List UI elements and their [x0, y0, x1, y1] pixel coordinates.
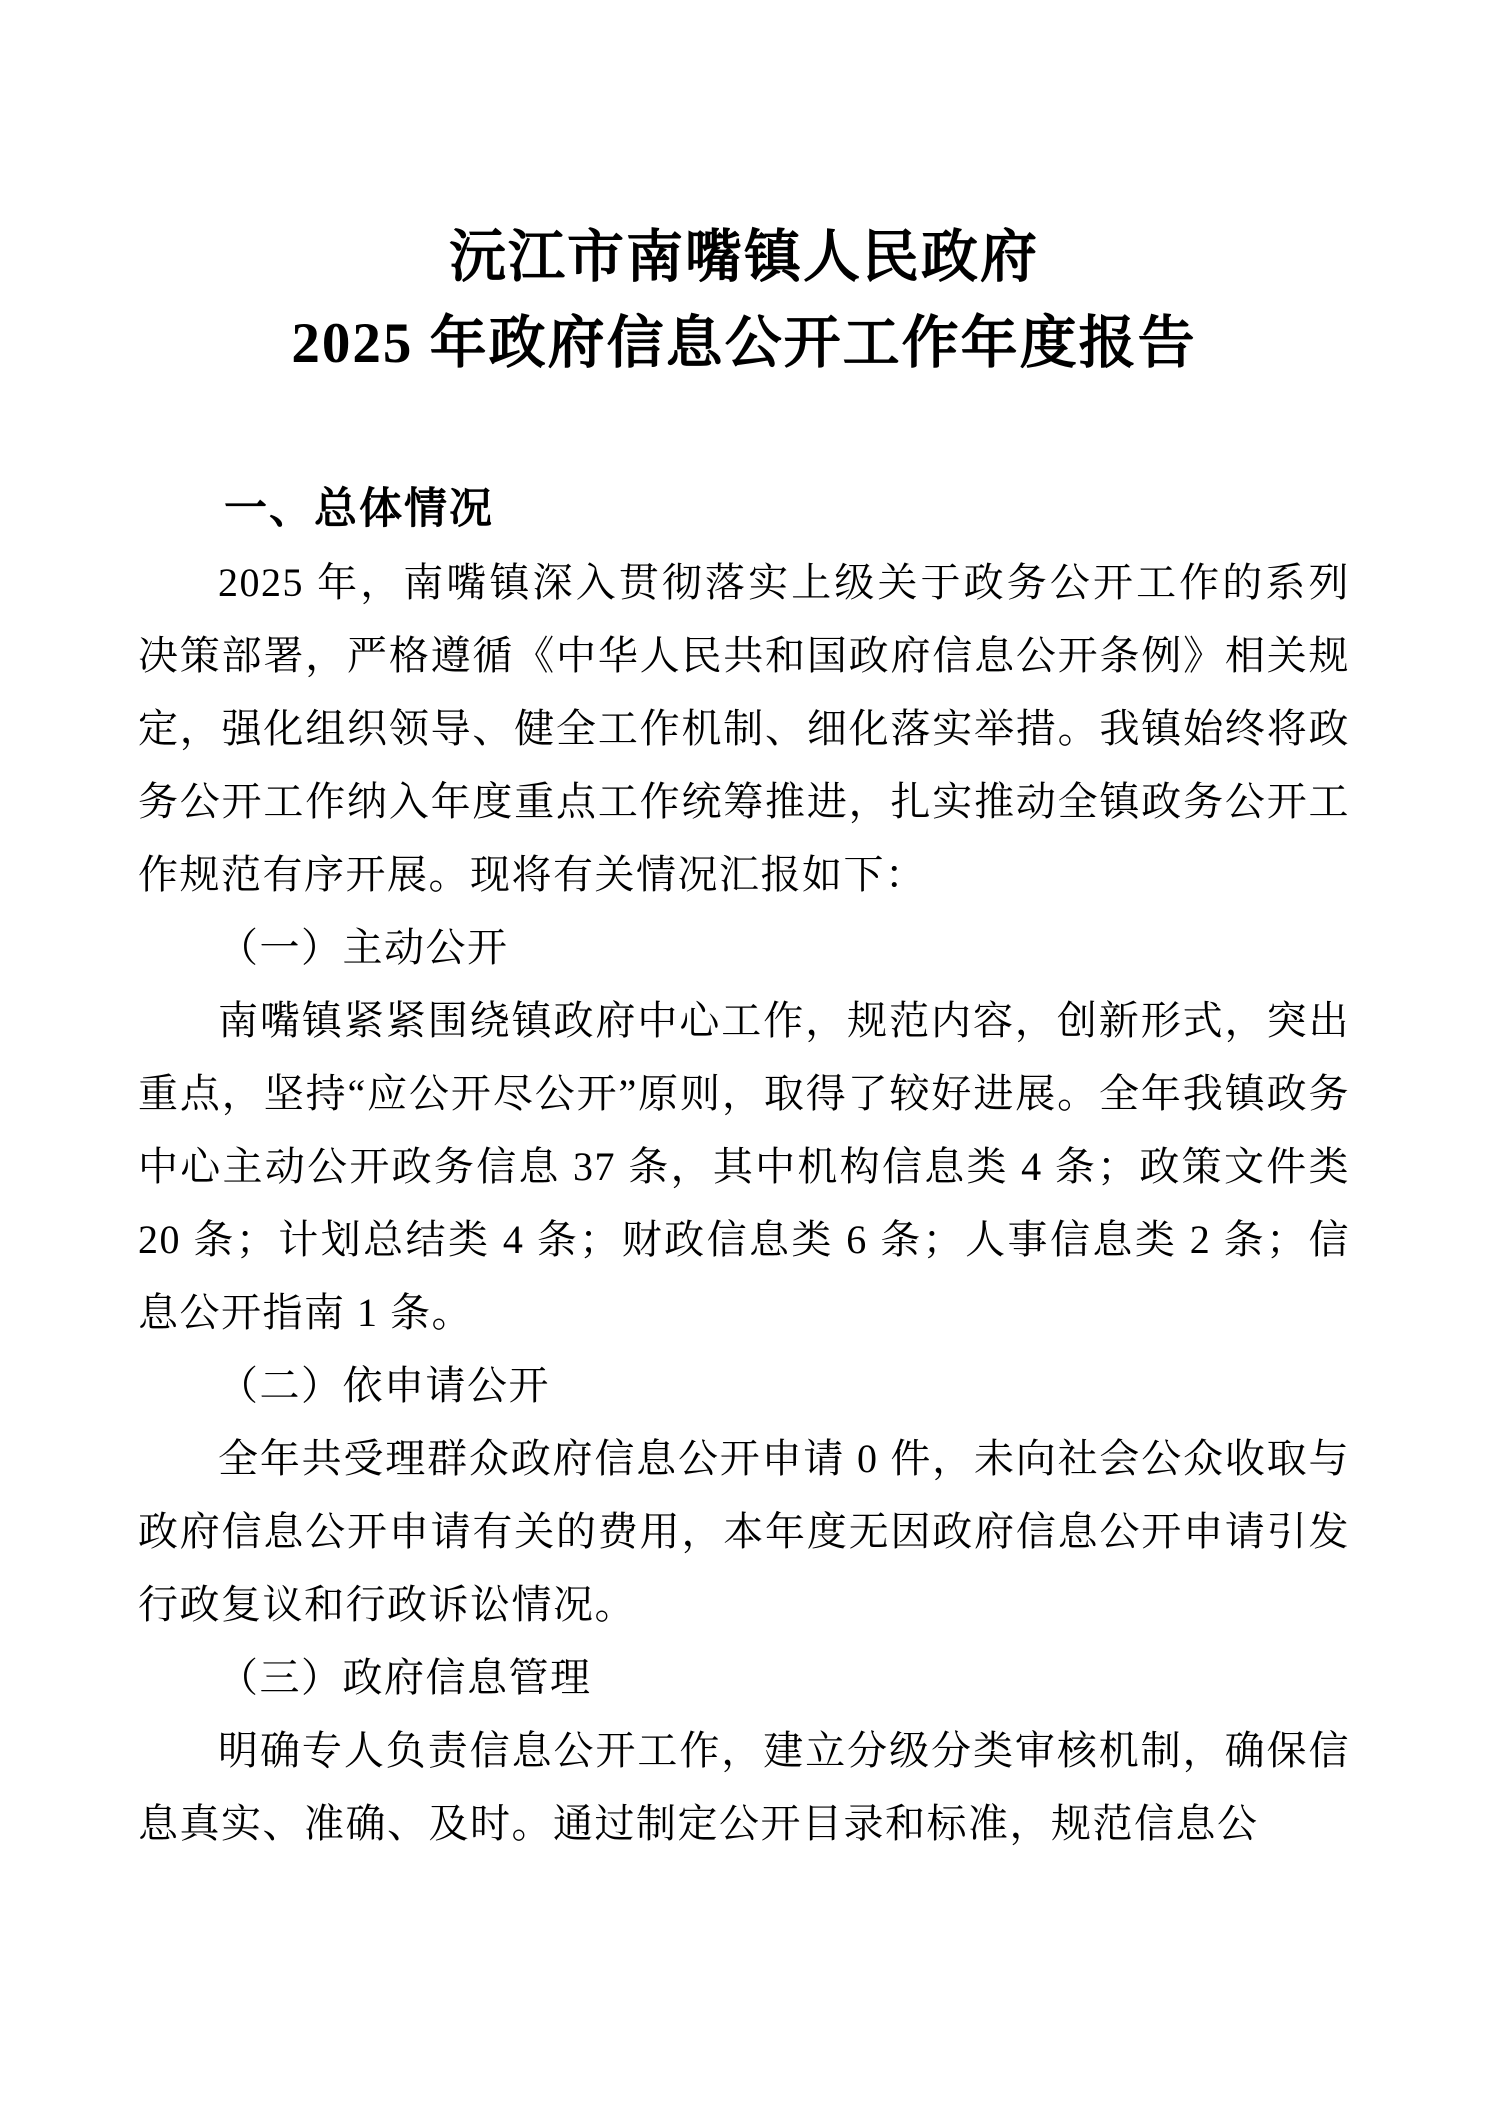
- document-title-line-2: 2025 年政府信息公开工作年度报告: [291, 312, 1197, 375]
- subsection-heading-information-management: （三）政府信息管理: [218, 1655, 592, 1700]
- subsection-heading-proactive-disclosure: （一）主动公开: [218, 925, 509, 970]
- subsection-paragraph-information-management: 明确专人负责信息公开工作，建立分级分类审核机制，确保信息真实、准确、及时。通过制定公开目录和标准，规范信息公: [138, 1728, 1350, 1846]
- subsection-paragraph-disclosure-upon-request: 全年共受理群众政府信息公开申请 0 件，未向社会公众收取与政府信息公开申请有关的费用，本年度无因政府信息公开申请引发行政复议和行政诉讼情况。: [138, 1436, 1350, 1627]
- subsection-paragraph-proactive-disclosure: 南嘴镇紧紧围绕镇政府中心工作，规范内容，创新形式，突出重点，坚持“应公开尽公开”原则，取得了较好进展。全年我镇政务中心主动公开政务信息 37 条，其中机构信息类 4 条；政策文件类 20 条；计划总结类 4 条；财政信息类 6 条；人事信息类 2 条；信息公开指南 1 条。: [138, 998, 1350, 1335]
- document-title-line-1: 沅江市南嘴镇人民政府: [449, 226, 1039, 289]
- document-title: [138, 215, 1350, 387]
- section-heading-overall-situation: 一、总体情况: [224, 485, 494, 533]
- section-intro-paragraph: 2025 年，南嘴镇深入贯彻落实上级关于政务公开工作的系列决策部署，严格遵循《中华人民共和国政府信息公开条例》相关规定，强化组织领导、健全工作机制、细化落实举措。我镇始终将政务公开工作纳入年度重点工作统筹推进，扎实推动全镇政务公开工作规范有序开展。现将有关情况汇报如下：: [138, 560, 1350, 897]
- subsection-heading-disclosure-upon-request: （二）依申请公开: [218, 1363, 550, 1408]
